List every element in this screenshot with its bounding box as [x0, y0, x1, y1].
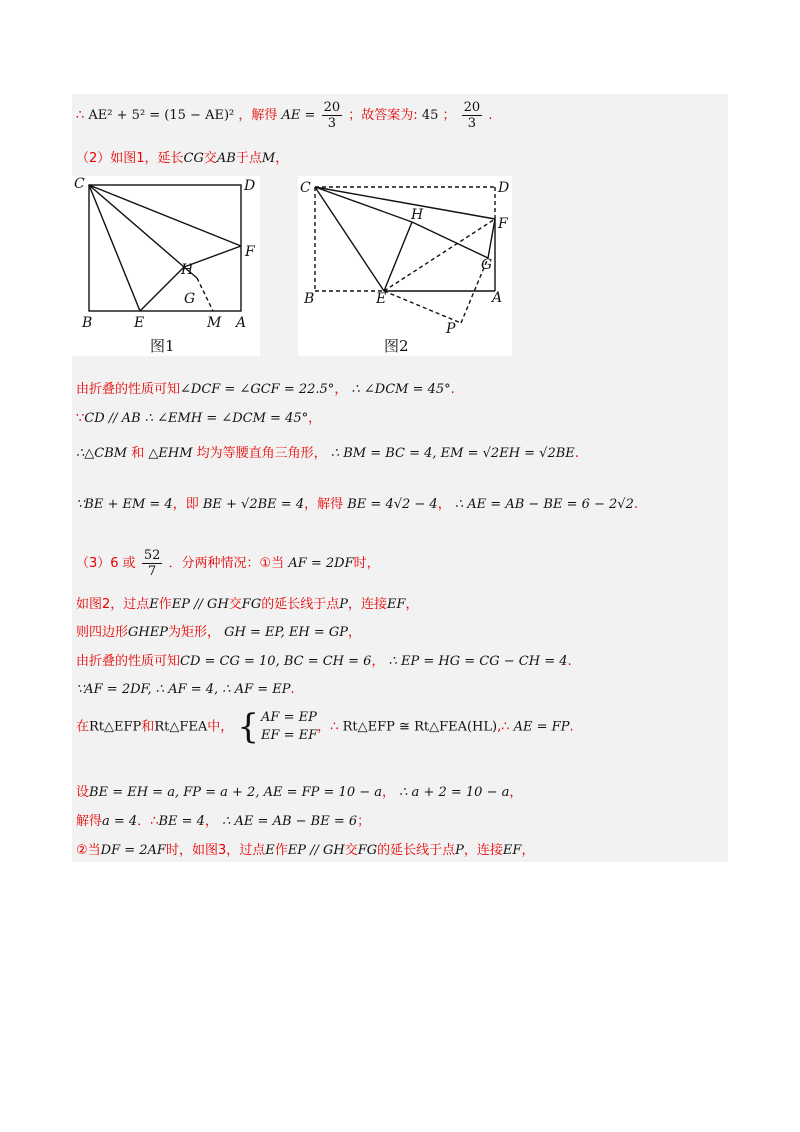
text: 交 [344, 843, 358, 858]
math: ∴ BM = BC = 4, EM = √2EH = √2BE [330, 446, 575, 461]
label-F: F [245, 244, 255, 260]
text: ，解得 [304, 497, 344, 512]
math: ∴ ∠DCM = 45° [351, 382, 451, 397]
math: EP // GH [287, 843, 345, 858]
text: 和 [131, 446, 145, 461]
text: 由折叠的性质可知 [76, 382, 181, 397]
text: 作 [158, 597, 172, 612]
text: （2）如图1，延长 [76, 151, 184, 166]
math: AE = FP [513, 719, 570, 735]
label-A: A [236, 315, 247, 331]
math: EP // GH [171, 597, 229, 612]
text: . [450, 382, 455, 397]
numerator: 20 [323, 100, 341, 115]
line-2 [76, 150, 288, 168]
label-M: M [207, 315, 222, 331]
math: P [455, 843, 464, 858]
text: 中， [207, 719, 234, 735]
equation: AE² + 5² = (15 − AE)² [88, 108, 235, 123]
label-C: C [74, 176, 85, 192]
figure-1 [72, 176, 260, 356]
math: CG [183, 151, 204, 166]
text: ，∴ [317, 719, 339, 735]
math: ∵AF = 2DF, ∴ AF = 4, ∴ AF = EP [76, 682, 291, 697]
text: ； [442, 108, 456, 123]
denominator: 3 [327, 116, 336, 131]
text: ， [275, 151, 289, 166]
denominator: 3 [467, 116, 477, 131]
math: E [265, 843, 275, 858]
fraction [142, 548, 163, 579]
label-D: D [244, 178, 256, 194]
text: ，连接 [463, 843, 503, 858]
math: ∴△CBM [76, 446, 128, 461]
text: ②当 [76, 843, 101, 858]
line-1 [76, 100, 492, 131]
line-10 [76, 653, 572, 671]
text: ， [521, 843, 535, 858]
text: . [567, 654, 572, 669]
math: E [149, 597, 159, 612]
line-3 [76, 381, 455, 399]
line-5 [76, 445, 579, 463]
math: ∴ AE = AB − BE = 6 [222, 814, 358, 829]
therefore: ∴ [76, 108, 85, 123]
equation-system [261, 709, 317, 745]
text: ．分两种情况：①当 [168, 556, 285, 571]
text: 于点 [235, 151, 262, 166]
answer: 45 [421, 108, 439, 123]
math: M [261, 151, 276, 166]
text: . [290, 682, 295, 697]
math: Rt△EFP ≅ Rt△FEA(HL) [342, 719, 498, 735]
text: ；故答案为: [348, 108, 418, 123]
math: a = 4 [102, 814, 138, 829]
text: 均为等腰直角三角形， [196, 446, 327, 461]
math: EF [502, 843, 522, 858]
math: FG [241, 597, 262, 612]
line-11 [76, 681, 295, 699]
text: ，连接 [347, 597, 387, 612]
label-H: H [181, 262, 194, 278]
text: . [488, 108, 493, 123]
label-G: G [184, 291, 196, 307]
math: AB [216, 151, 236, 166]
label-C: C [300, 180, 311, 196]
line-9 [76, 624, 361, 642]
math: BE + √2BE = 4 [202, 497, 305, 512]
line-6 [76, 496, 638, 514]
text: 由折叠的性质可知 [76, 654, 181, 669]
math: ∴ EP = HG = CG − CH = 4 [388, 654, 568, 669]
text: ； [357, 814, 371, 829]
fraction [322, 100, 343, 131]
label-G: G [481, 257, 493, 273]
math: BE = EH = a, FP = a + 2, AE = FP = 10 − a [89, 785, 382, 800]
text: ，即 [172, 497, 199, 512]
text: ， [204, 814, 218, 829]
label-H: H [411, 207, 424, 223]
line-15 [76, 842, 534, 860]
denominator: 7 [147, 564, 157, 579]
text: 的延长线于点 [377, 843, 456, 858]
line-14 [76, 813, 370, 831]
math: ∵BE + EM = 4 [76, 497, 173, 512]
math: GHEP [128, 625, 168, 640]
text: 则四边形 [76, 625, 129, 640]
text: ， [405, 597, 419, 612]
math: DF = 2AF [100, 843, 166, 858]
line-13 [76, 784, 522, 802]
line-7 [76, 548, 380, 579]
text: 解得 [76, 814, 103, 829]
text: ， [509, 785, 523, 800]
math: Rt△FEA [154, 719, 208, 735]
text: 作 [274, 843, 288, 858]
text: 在 [76, 719, 90, 735]
text: 交 [228, 597, 242, 612]
text: . [574, 446, 579, 461]
text: ， [382, 785, 396, 800]
line-4 [76, 410, 321, 428]
numerator: 20 [463, 100, 481, 115]
label-B: B [82, 315, 93, 331]
math: CD // AB ∴ ∠EMH = ∠DCM = 45° [84, 411, 309, 426]
equation-2: EF = EF [261, 728, 318, 743]
math: BE = 4 [158, 814, 205, 829]
math: CD = CG = 10, BC = CH = 6 [180, 654, 372, 669]
figure-2-caption: 图2 [384, 337, 409, 355]
system-brace: { [237, 707, 260, 747]
math: P [339, 597, 348, 612]
math: ∴ a + 2 = 10 − a [399, 785, 510, 800]
label-P: P [446, 321, 456, 337]
line-12 [76, 709, 574, 745]
label-D: D [498, 180, 510, 196]
text: ，解得 [238, 108, 278, 123]
label-E: E [376, 291, 387, 307]
equation: AE = [281, 108, 316, 123]
text: （3）6 或 [76, 556, 136, 571]
text: . [569, 719, 574, 735]
text: ， [371, 654, 385, 669]
figure-1-caption: 图1 [150, 337, 175, 355]
fraction [462, 100, 483, 131]
text: ,∴ [497, 719, 510, 735]
label-A: A [492, 290, 503, 306]
math: BE = 4√2 − 4 [347, 497, 438, 512]
label-B: B [304, 291, 315, 307]
text: 和 [141, 719, 155, 735]
because: ∵ [76, 411, 85, 426]
text: 如图2，过点 [76, 597, 150, 612]
text: 为矩形， [167, 625, 220, 640]
math: AF = 2DF [288, 556, 354, 571]
text: . [633, 497, 639, 512]
text: ， [308, 411, 322, 426]
math: ∴ AE = AB − BE = 6 − 2√2 [454, 497, 634, 512]
label-F: F [498, 216, 508, 232]
equation-1: AF = EP [261, 710, 317, 725]
math: GH = EP, EH = GP [224, 625, 349, 640]
figure-2 [298, 176, 512, 356]
text: ， [437, 497, 451, 512]
text: 时，如图3，过点 [165, 843, 266, 858]
math: FG [357, 843, 378, 858]
text: ， [334, 382, 348, 397]
math: Rt△EFP [89, 719, 142, 735]
line-8 [76, 596, 419, 614]
label-E: E [134, 315, 145, 331]
math: △EHM [148, 446, 193, 461]
text: 时， [353, 556, 380, 571]
numerator: 52 [143, 548, 161, 563]
text: 设 [76, 785, 90, 800]
text: ．∴ [137, 814, 159, 829]
math: EF [386, 597, 406, 612]
math: ∠DCF = ∠GCF = 22.5° [180, 382, 335, 397]
text: ， [348, 625, 362, 640]
text: 的延长线于点 [261, 597, 340, 612]
text: 交 [203, 151, 217, 166]
